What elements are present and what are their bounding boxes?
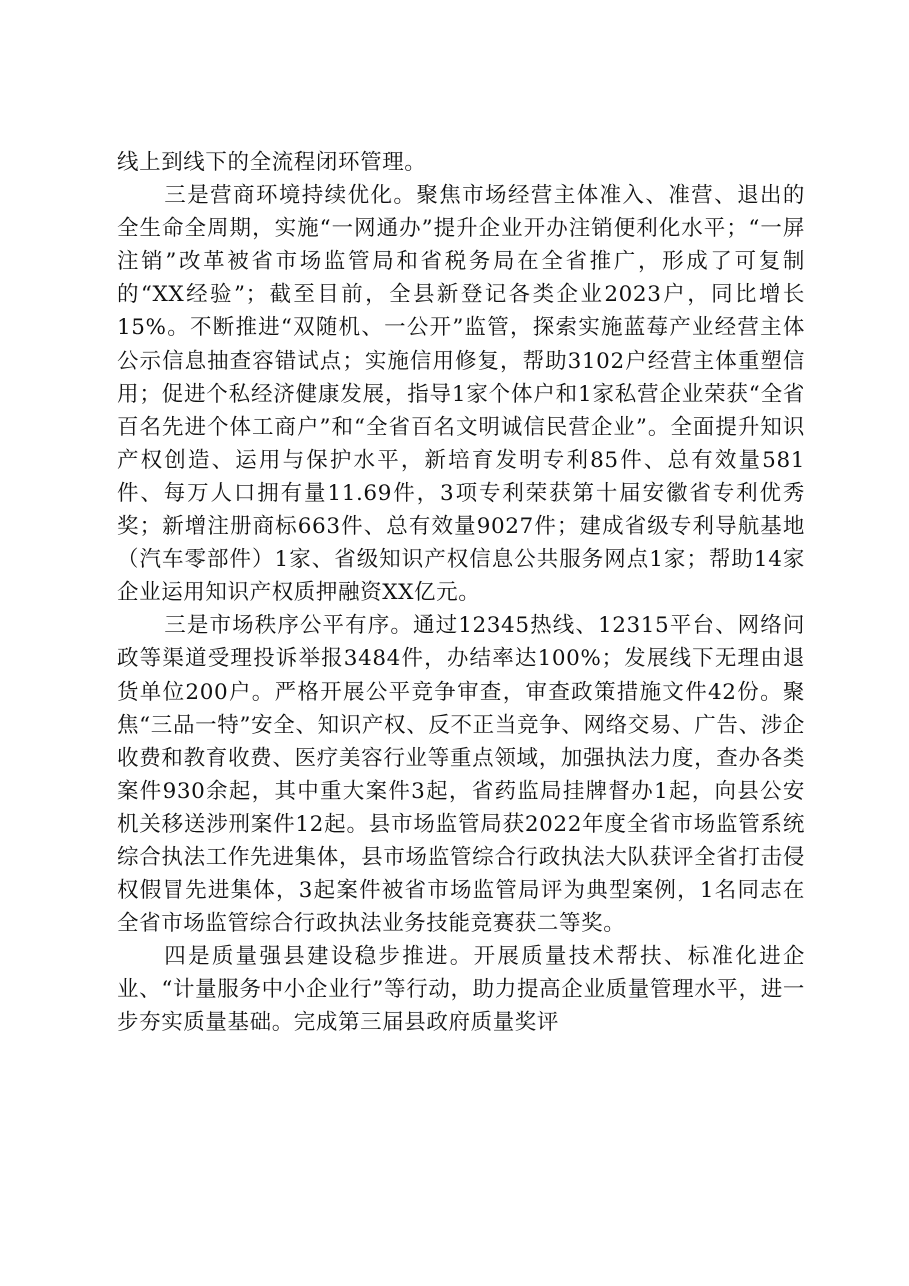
document-body bbox=[117, 146, 805, 1040]
paragraph-quality-county: 四是质量强县建设稳步推进。开展质量技术帮扶、标准化进企业、“计量服务中小企业行”等行动，助力提高企业质量管理水平，进一步夯实质量基础。完成第三届县政府质量奖评 bbox=[117, 944, 805, 1036]
paragraph-continuation: 线上到线下的全流程闭环管理。 bbox=[117, 150, 427, 175]
paragraph-business-environment: 三是营商环境持续优化。聚焦市场经营主体准入、准营、退出的全生命全周期，实施“一网通办”提升企业开办注销便利化水平；“一屏注销”改革被省市场监管局和省税务局在全省推广，形成了可复制的“XX经验”；截至目前，全县新登记各类企业2023户，同比增长15%。不断推进“双随机、一公开”监管，探索实施蓝莓产业经营主体公示信息抽查容错试点；实施信用修复，帮助3102户经营主体重塑信用；促进个私经济健康发展，指导1家个体户和1家私营企业荣获“全省百名先进个体工商户”和“全省百名文明诚信民营企业”。全面提升知识产权创造、运用与保护水平，新培育发明专利85件、总有效量581件、每万人口拥有量11.69件，3项专利荣获第十届安徽省专利优秀奖；新增注册商标663件、总有效量9027件；建成省级专利导航基地（汽车零部件）1家、省级知识产权信息公共服务网点1家；帮助14家企业运用知识产权质押融资XX亿元。 bbox=[117, 183, 805, 606]
paragraph-market-order: 三是市场秩序公平有序。通过12345热线、12315平台、网络问政等渠道受理投诉举报3484件，办结率达100%；发展线下无理由退货单位200户。严格开展公平竞争审查，审查政策措施文件42份。聚焦“三品一特”安全、知识产权、反不正当竞争、网络交易、广告、涉企收费和教育收费、医疗美容行业等重点领域，加强执法力度，查办各类案件930余起，其中重大案件3起，省药监局挂牌督办1起，向县公安机关移送涉刑案件12起。县市场监管局获2022年度全省市场监管系统综合执法工作先进集体，县市场监管综合行政执法大队获评全省打击侵权假冒先进集体，3起案件被省市场监管局评为典型案例，1名同志在全省市场监管综合行政执法业务技能竞赛获二等奖。 bbox=[117, 613, 805, 937]
